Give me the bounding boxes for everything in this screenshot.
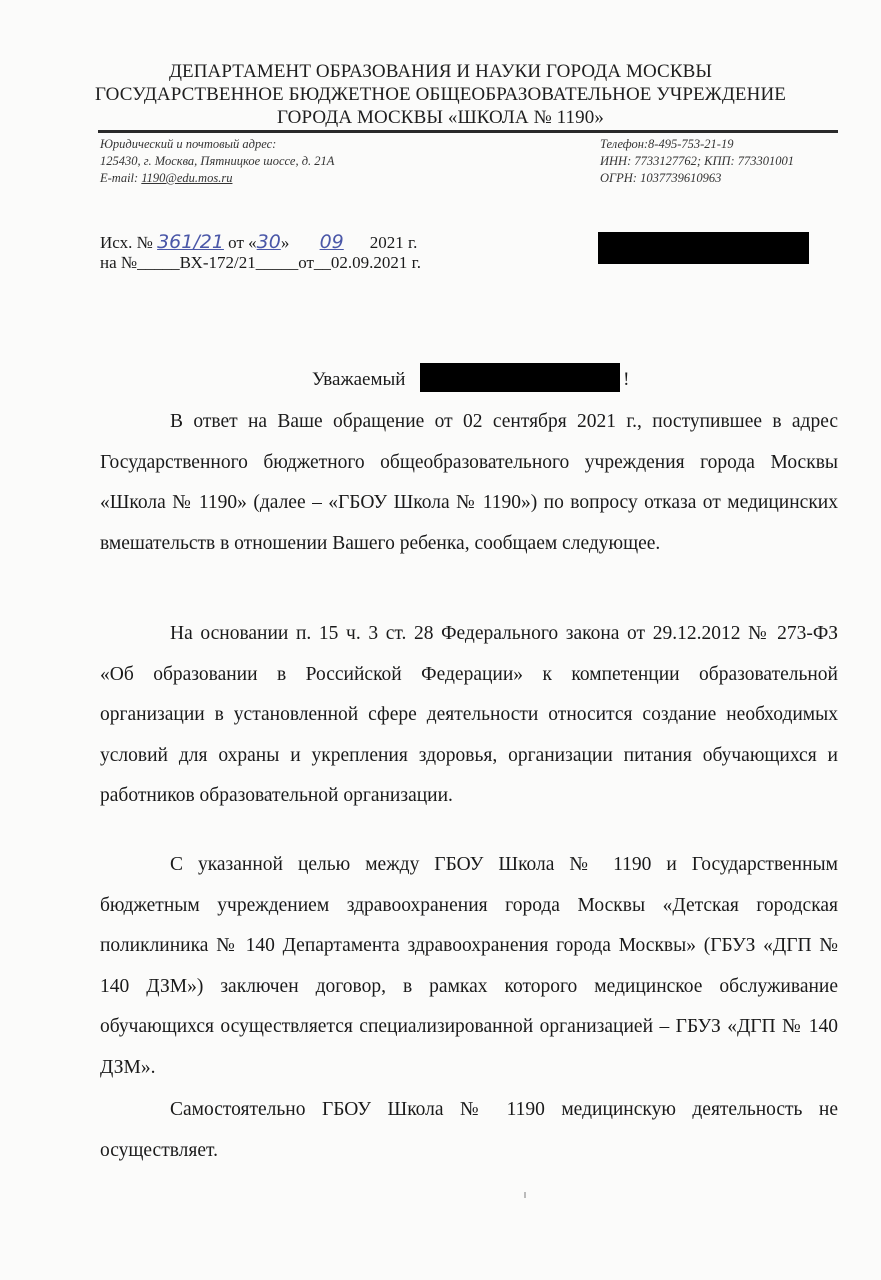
greeting-mark: ! [623,369,630,390]
greeting [312,363,630,392]
inn-kpp: ИНН: 7733127762; КПП: 773301001 [600,154,795,168]
paragraph-3: С указанной целью между ГБОУ Школа № 1190 и Государственным бюджетным учреждением здравоохранения города Москвы «Детская городская поликлиника № 140 Департамента здравоохранения города Москвы» (ГБУЗ «ДГП № 140 ДЗМ») заключен договор, в рамках которого медицинское обслуживание обучающихся осуществляется специализированной организацией – ГБУЗ «ДГП № 140 ДЗМ». [100,854,838,1078]
outgoing-month: 09 [319,231,344,253]
email-link[interactable]: 1190@edu.mos.ru [141,171,233,185]
contacts-right [600,136,794,187]
outgoing-year: 2021 г. [369,233,418,252]
paragraph-2: На основании п. 15 ч. 3 ст. 28 Федерального закона от 29.12.2012 № 273-ФЗ «Об образовании в Российской Федерации» к компетенции образовательной организации в установленной сфере деятельности относится создание необходимых условий для охраны и укрепления здоровья, организации питания обучающихся и работников образовательной организации. [100,623,838,806]
outgoing-day: 30 [256,231,281,253]
incoming-date: 02.09.2021 г. [330,253,421,272]
name-redaction [420,363,620,392]
letterhead-rule [98,130,838,133]
incoming-reference: на №_____ВХ-172/21_____от__02.09.2021 г. [100,253,421,272]
letterhead-line-3: ГОРОДА МОСКВЫ «ШКОЛА № 1190» [277,107,604,128]
address-label: Юридический и почтовый адрес: [100,137,277,151]
address: 125430, г. Москва, Пятницкое шоссе, д. 21А [100,154,335,168]
greeting-word: Уважаемый [312,369,406,390]
ogrn: ОГРН: 1037739610963 [600,171,722,185]
paragraph-1: В ответ на Ваше обращение от 02 сентября 2021 г., поступившее в адрес Государственного бюджетного общеобразовательного учреждения города Москвы «Школа № 1190» (далее – «ГБОУ Школа № 1190») по вопросу отказа от медицинских вмешательств в отношении Вашего ребенка, сообщаем следующее. [100,411,838,554]
outgoing-number: 361/21 [157,231,224,253]
scan-speck [524,1192,526,1198]
contacts-left [100,136,334,187]
phone: Телефон:8-495-753-21-19 [600,137,734,151]
incoming-number: ВХ-172/21 [179,253,256,272]
letterhead-line-2: ГОСУДАРСТВЕННОЕ БЮДЖЕТНОЕ ОБЩЕОБРАЗОВАТЕЛЬНОЕ УЧРЕЖДЕНИЕ [95,84,786,105]
outgoing-reference: Исх. № 361/21 от «30» 09 2021 г. [100,231,418,253]
email-row [100,170,334,187]
letterhead-line-1: ДЕПАРТАМЕНТ ОБРАЗОВАНИЯ И НАУКИ ГОРОДА МОСКВЫ [168,61,713,82]
paragraph-4: Самостоятельно ГБОУ Школа № 1190 медицинскую деятельность не осуществляет. [100,1099,838,1161]
recipient-redaction [598,232,809,264]
email-label: E-mail: [100,171,142,185]
